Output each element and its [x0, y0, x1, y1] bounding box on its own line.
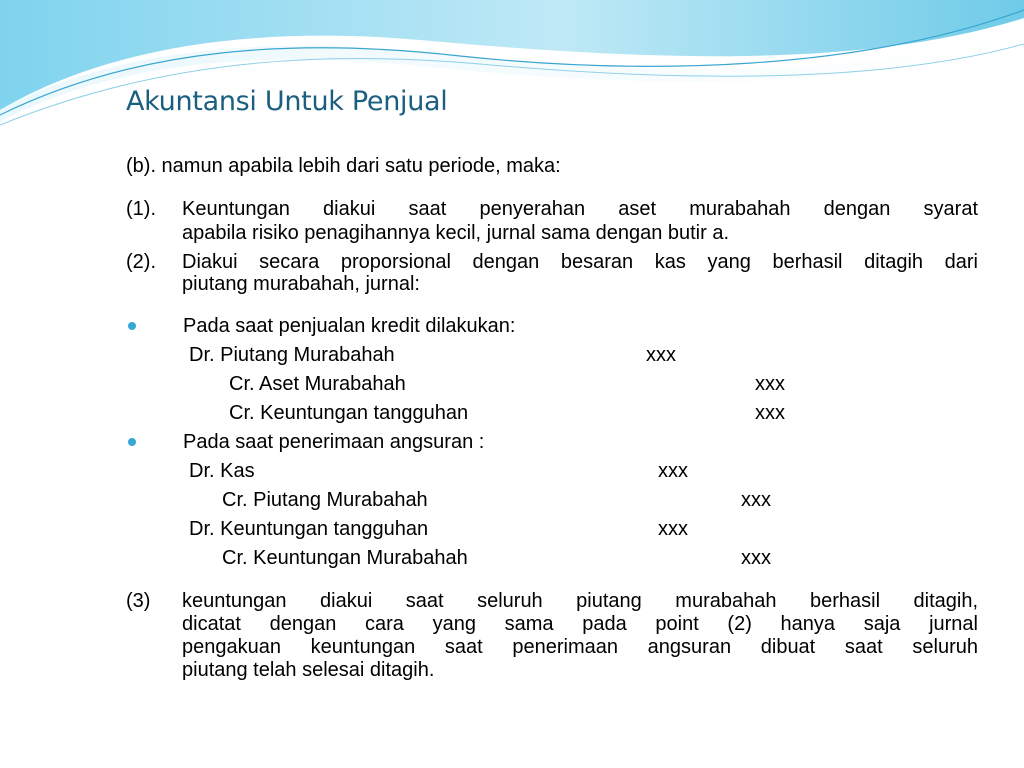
journal-amount: xxx [741, 547, 771, 569]
point3-text-line2: dicatat dengan cara yang sama pada point (2) hanya saja jurnal [182, 613, 978, 635]
journal-account: Dr. Keuntungan tangguhan [189, 518, 429, 540]
bullet-icon [128, 322, 136, 330]
journal-account: Cr. Keuntungan Murabahah [222, 547, 468, 569]
point3-number: (3) [126, 590, 151, 612]
journal-amount: xxx [646, 344, 676, 366]
journal-amount: xxx [755, 402, 785, 424]
journal-account: Cr. Piutang Murabahah [222, 489, 428, 511]
point1-text: Keuntungan diakui saat penyerahan aset murabahah dengan syarat [182, 198, 978, 220]
journal-account: Cr. Aset Murabahah [229, 373, 406, 395]
journal-amount: xxx [658, 518, 688, 540]
journal-amount: xxx [741, 489, 771, 511]
point2-text: Diakui secara proporsional dengan besaran kas yang berhasil ditagih dari [182, 251, 978, 273]
bullet2-heading: Pada saat penerimaan angsuran : [183, 431, 485, 453]
point3-text-line4: piutang telah selesai ditagih. [182, 659, 435, 681]
journal-account: Cr. Keuntungan tangguhan [229, 402, 469, 424]
journal-account: Dr. Kas [189, 460, 255, 482]
point3-text: keuntungan diakui saat seluruh piutang murabahah berhasil ditagih, [182, 590, 978, 612]
point2-number: (2). [126, 251, 156, 273]
point3-text-line3: pengakuan keuntungan saat penerimaan angsuran dibuat saat seluruh [182, 636, 978, 658]
bullet-icon [128, 438, 136, 446]
journal-account: Dr. Piutang Murabahah [189, 344, 395, 366]
intro-text: (b). namun apabila lebih dari satu periode, maka: [126, 155, 561, 177]
point1-text-cont: apabila risiko penagihannya kecil, jurnal sama dengan butir a. [182, 222, 730, 244]
point1-number: (1). [126, 198, 156, 220]
bullet1-heading: Pada saat penjualan kredit dilakukan: [183, 315, 516, 337]
point2-text-cont: piutang murabahah, jurnal: [182, 273, 420, 295]
header-wave-decoration [0, 0, 1024, 140]
slide-title: Akuntansi Untuk Penjual [126, 86, 448, 117]
journal-amount: xxx [658, 460, 688, 482]
journal-amount: xxx [755, 373, 785, 395]
